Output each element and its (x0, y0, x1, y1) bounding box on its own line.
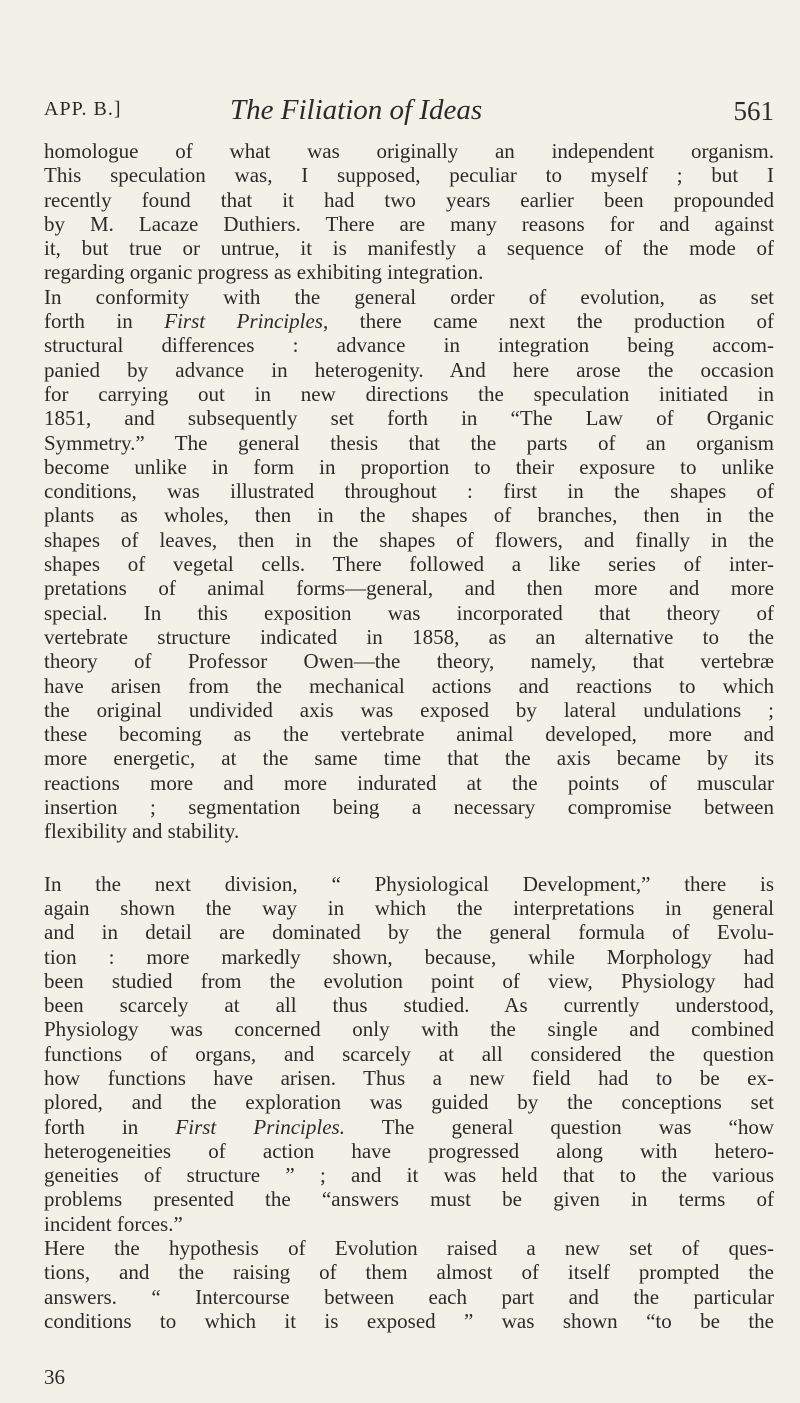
text-line: panied by advance in heterogenity. And here arose the occasion (44, 357, 774, 382)
text-line: Physiology was concerned only with the single and combined (44, 1017, 774, 1042)
text-line: In conformity with the general order of evolution, as set (44, 284, 774, 309)
text-line: structural differences : advance in integration being accom- (44, 333, 774, 358)
text-line: conditions to which it is exposed ” was shown “to be the (44, 1308, 774, 1333)
text-line: been studied from the evolution point of view, Physiology had (44, 968, 774, 993)
text-line: flexibility and stability. (44, 819, 240, 844)
text-line: regarding organic progress as exhibiting integration. (44, 260, 484, 285)
text-line: In the next division, “ Physiological Development,” there is (44, 871, 774, 896)
text-line: have arisen from the mechanical actions and reactions to which (44, 673, 774, 698)
text-line: more energetic, at the same time that the axis became by its (44, 746, 774, 771)
text-line: answers. “ Intercourse between each part and the particular (44, 1284, 774, 1309)
text-line: and in detail are dominated by the general formula of Evolu- (44, 920, 774, 945)
text-line: tion : more markedly shown, because, while Morphology had (44, 944, 774, 969)
text-line: reactions more and more indurated at the points of muscular (44, 770, 774, 795)
text-line: again shown the way in which the interpretations in general (44, 895, 774, 920)
paragraph (44, 1236, 774, 1333)
text-line: tions, and the raising of them almost of itself prompted the (44, 1260, 774, 1285)
text-line: theory of Professor Owen—the theory, namely, that vertebræ (44, 649, 774, 674)
text-line: special. In this exposition was incorporated that theory of (44, 600, 774, 625)
body-text (44, 139, 774, 1333)
text-line: how functions have arisen. Thus a new field had to be ex- (44, 1065, 774, 1090)
text-line: plored, and the exploration was guided by the conceptions set (44, 1090, 774, 1115)
text-line: homologue of what was originally an independent organism. (44, 139, 774, 163)
text-line: incident forces.” (44, 1211, 183, 1236)
running-header (44, 94, 774, 134)
paragraph (44, 872, 774, 1236)
text-line: recently found that it had two years earlier been propounded (44, 187, 774, 212)
text-line: vertebrate structure indicated in 1858, as an alternative to the (44, 624, 774, 649)
text-line: for carrying out in new directions the speculation initiated in (44, 381, 774, 406)
text-line: become unlike in form in proportion to their exposure to unlike (44, 454, 774, 479)
signature-mark: 36 (44, 1365, 65, 1389)
book-page (44, 0, 774, 1403)
appendix-label: APP. B.] (44, 98, 122, 120)
text-line: Symmetry.” The general thesis that the parts of an organism (44, 430, 774, 455)
text-line: functions of organs, and scarcely at all considered the question (44, 1041, 774, 1066)
text-line: the original undivided axis was exposed by lateral undulations ; (44, 697, 774, 722)
text-line: problems presented the “answers must be given in terms of (44, 1187, 774, 1212)
text-line: pretations of animal forms—general, and then more and more (44, 576, 774, 601)
text-line: shapes of leaves, then in the shapes of flowers, and finally in the (44, 527, 774, 552)
text-line: forth in First Principles, there came next the production of (44, 309, 774, 334)
text-line: it, but true or untrue, it is manifestly a sequence of the mode of (44, 236, 774, 261)
text-line: shapes of vegetal cells. There followed a like series of inter- (44, 552, 774, 577)
text-line: Here the hypothesis of Evolution raised a new set of ques- (44, 1236, 774, 1261)
text-line: 1851, and subsequently set forth in “The Law of Organic (44, 406, 774, 431)
paragraph (44, 285, 774, 844)
text-line: forth in First Principles. The general question was “how (44, 1114, 774, 1139)
running-title: The Filiation of Ideas (230, 94, 483, 126)
text-line: by M. Lacaze Duthiers. There are many reasons for and against (44, 211, 774, 236)
text-line: been scarcely at all thus studied. As currently understood, (44, 993, 774, 1018)
paragraph (44, 139, 774, 285)
text-line: This speculation was, I supposed, peculiar to myself ; but I (44, 163, 774, 188)
text-line: geneities of structure ” ; and it was held that to the various (44, 1163, 774, 1188)
page-number: 561 (733, 96, 774, 126)
text-line: plants as wholes, then in the shapes of branches, then in the (44, 503, 774, 528)
text-line: conditions, was illustrated throughout : first in the shapes of (44, 479, 774, 504)
text-line: insertion ; segmentation being a necessary compromise between (44, 795, 774, 820)
text-line: these becoming as the vertebrate animal developed, more and (44, 722, 774, 747)
text-line: heterogeneities of action have progressed along with hetero- (44, 1138, 774, 1163)
